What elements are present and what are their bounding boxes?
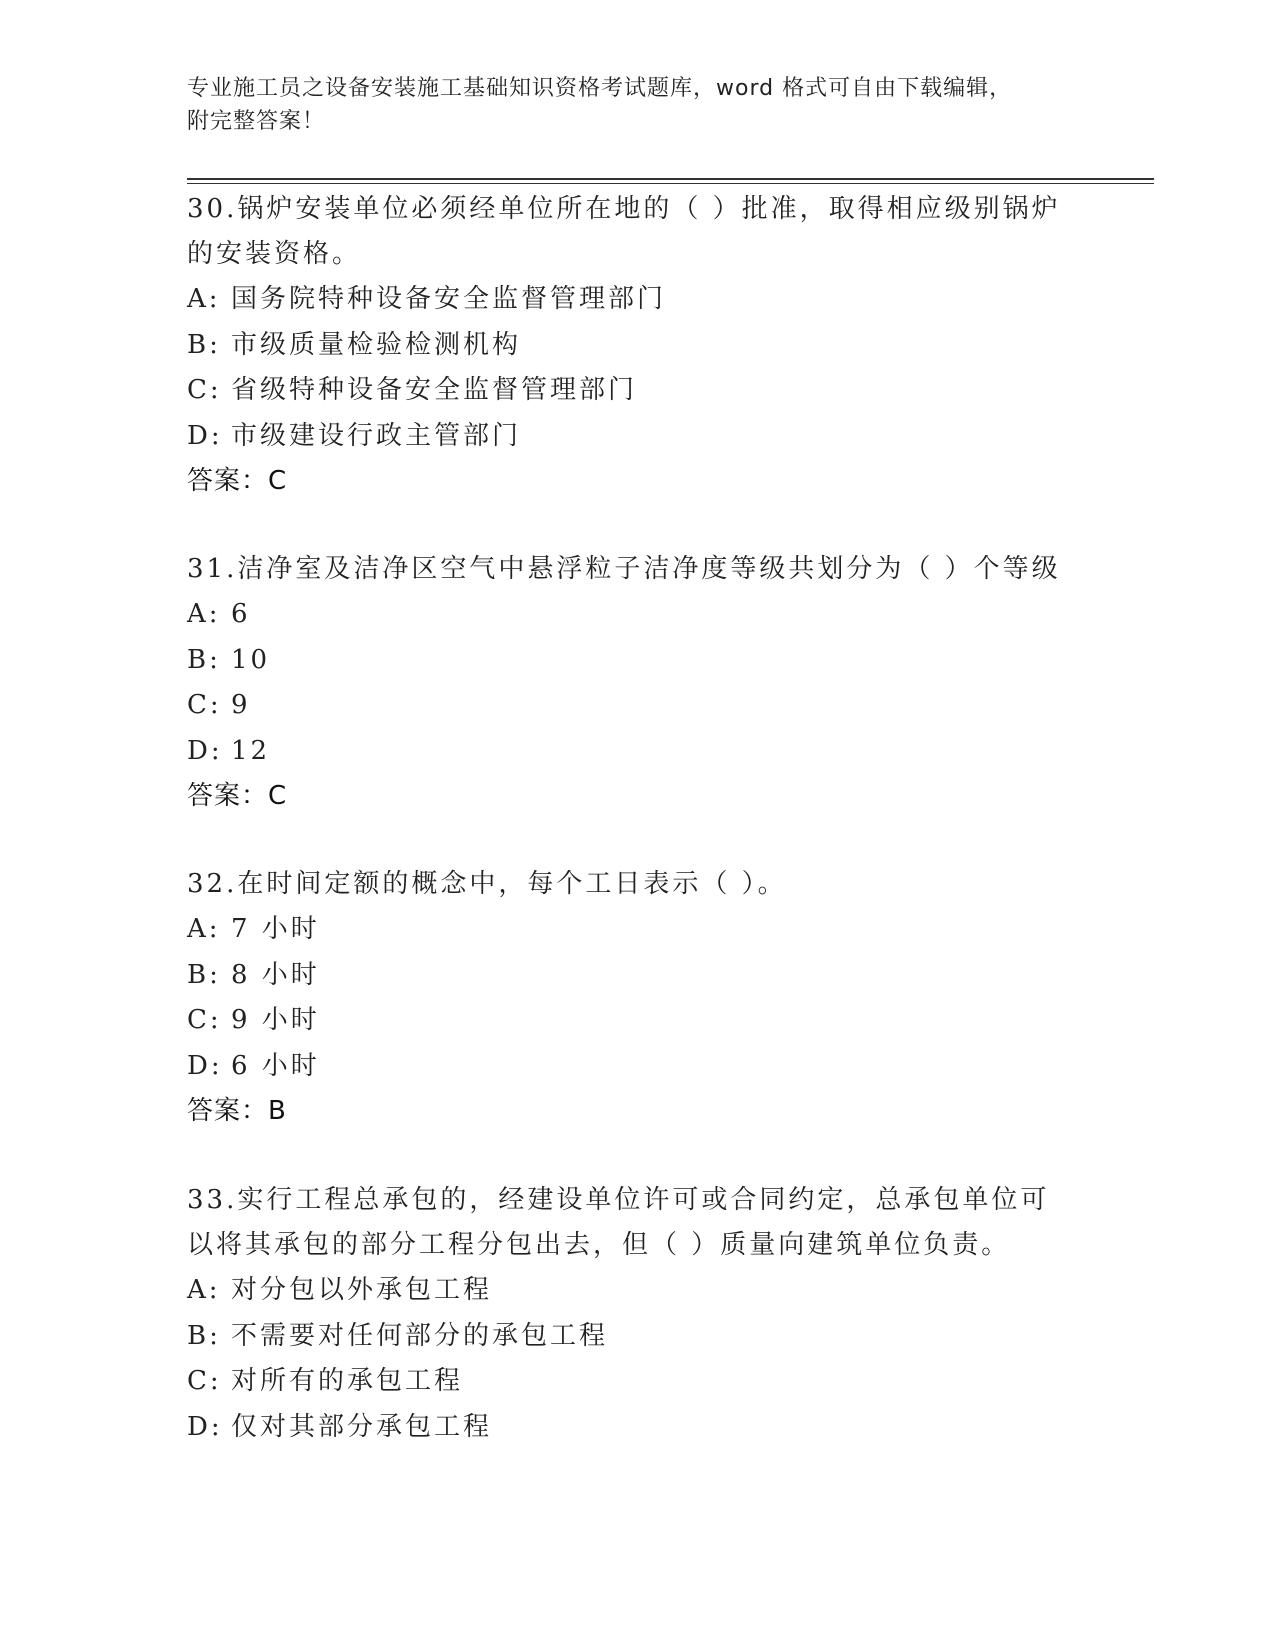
option-key: C: <box>187 690 222 720</box>
option-c <box>187 683 1067 729</box>
option-b <box>187 1314 1067 1360</box>
option-key: B: <box>187 329 221 360</box>
option-d <box>187 1405 1067 1451</box>
question-stem: 31.洁净室及洁净区空气中悬浮粒子洁净度等级共划分为（ ）个等级 <box>187 554 1061 584</box>
option-d <box>187 1044 1067 1090</box>
option-a <box>187 907 1067 953</box>
option-key: B: <box>187 959 221 990</box>
option-key: A: <box>187 1275 221 1305</box>
option-b <box>187 953 1067 999</box>
option-key: B: <box>187 1320 221 1351</box>
option-c <box>187 368 1067 414</box>
option-key: A: <box>187 599 221 629</box>
option-d <box>187 414 1067 460</box>
option-a <box>187 592 1067 638</box>
question-31 <box>187 547 1067 820</box>
option-text: 省级特种设备安全监督管理部门 <box>231 375 638 405</box>
option-key: D: <box>187 420 223 451</box>
option-text: 市级建设行政主管部门 <box>231 420 522 451</box>
answer-label: 答案：C <box>187 466 288 496</box>
option-key: C: <box>187 1366 222 1396</box>
header-line-1: 专业施工员之设备安装施工基础知识资格考试题库，word 格式可自由下载编辑， <box>187 76 1013 101</box>
header-divider-thin <box>187 183 1154 184</box>
question-30 <box>187 187 1067 505</box>
question-stem: 33.实行工程总承包的，经建设单位许可或合同约定，总承包单位可以将其承包的部分工程分包出去，但（ ）质量向建筑单位负责。 <box>187 1185 1050 1260</box>
option-b <box>187 323 1067 369</box>
option-key: A: <box>187 284 221 314</box>
question-32 <box>187 862 1067 1135</box>
option-c <box>187 998 1067 1044</box>
question-stem: 30.锅炉安装单位必须经单位所在地的（ ）批准，取得相应级别锅炉的安装资格。 <box>187 194 1061 269</box>
option-text: 市级质量检验检测机构 <box>231 329 522 360</box>
option-key: D: <box>187 1050 223 1081</box>
option-text: 8 小时 <box>231 959 320 990</box>
option-text: 仅对其部分承包工程 <box>231 1411 493 1442</box>
option-key: C: <box>187 375 222 405</box>
option-a <box>187 1268 1067 1314</box>
document-header <box>187 72 1067 138</box>
header-line-2: 附完整答案！ <box>187 109 326 134</box>
option-text: 对分包以外承包工程 <box>231 1275 493 1305</box>
option-text: 不需要对任何部分的承包工程 <box>231 1320 609 1351</box>
option-a <box>187 277 1067 323</box>
answer-label: 答案：B <box>187 1096 287 1126</box>
option-key: D: <box>187 735 223 766</box>
option-text: 10 <box>231 644 271 675</box>
option-c <box>187 1359 1067 1405</box>
answer-label: 答案：C <box>187 781 288 811</box>
option-text: 6 小时 <box>231 1050 320 1081</box>
option-text: 9 <box>231 690 251 720</box>
option-text: 9 小时 <box>231 1005 320 1035</box>
option-d <box>187 729 1067 775</box>
option-key: C: <box>187 1005 222 1035</box>
option-key: D: <box>187 1411 223 1442</box>
option-text: 国务院特种设备安全监督管理部门 <box>231 284 667 314</box>
option-text: 12 <box>231 735 271 766</box>
header-divider-thick <box>187 178 1154 180</box>
option-text: 6 <box>231 599 251 629</box>
option-text: 7 小时 <box>231 914 320 944</box>
question-33 <box>187 1178 1067 1450</box>
option-key: B: <box>187 644 221 675</box>
question-stem: 32.在时间定额的概念中，每个工日表示（ ）。 <box>187 869 787 899</box>
option-text: 对所有的承包工程 <box>231 1366 464 1396</box>
option-b <box>187 638 1067 684</box>
option-key: A: <box>187 914 221 944</box>
